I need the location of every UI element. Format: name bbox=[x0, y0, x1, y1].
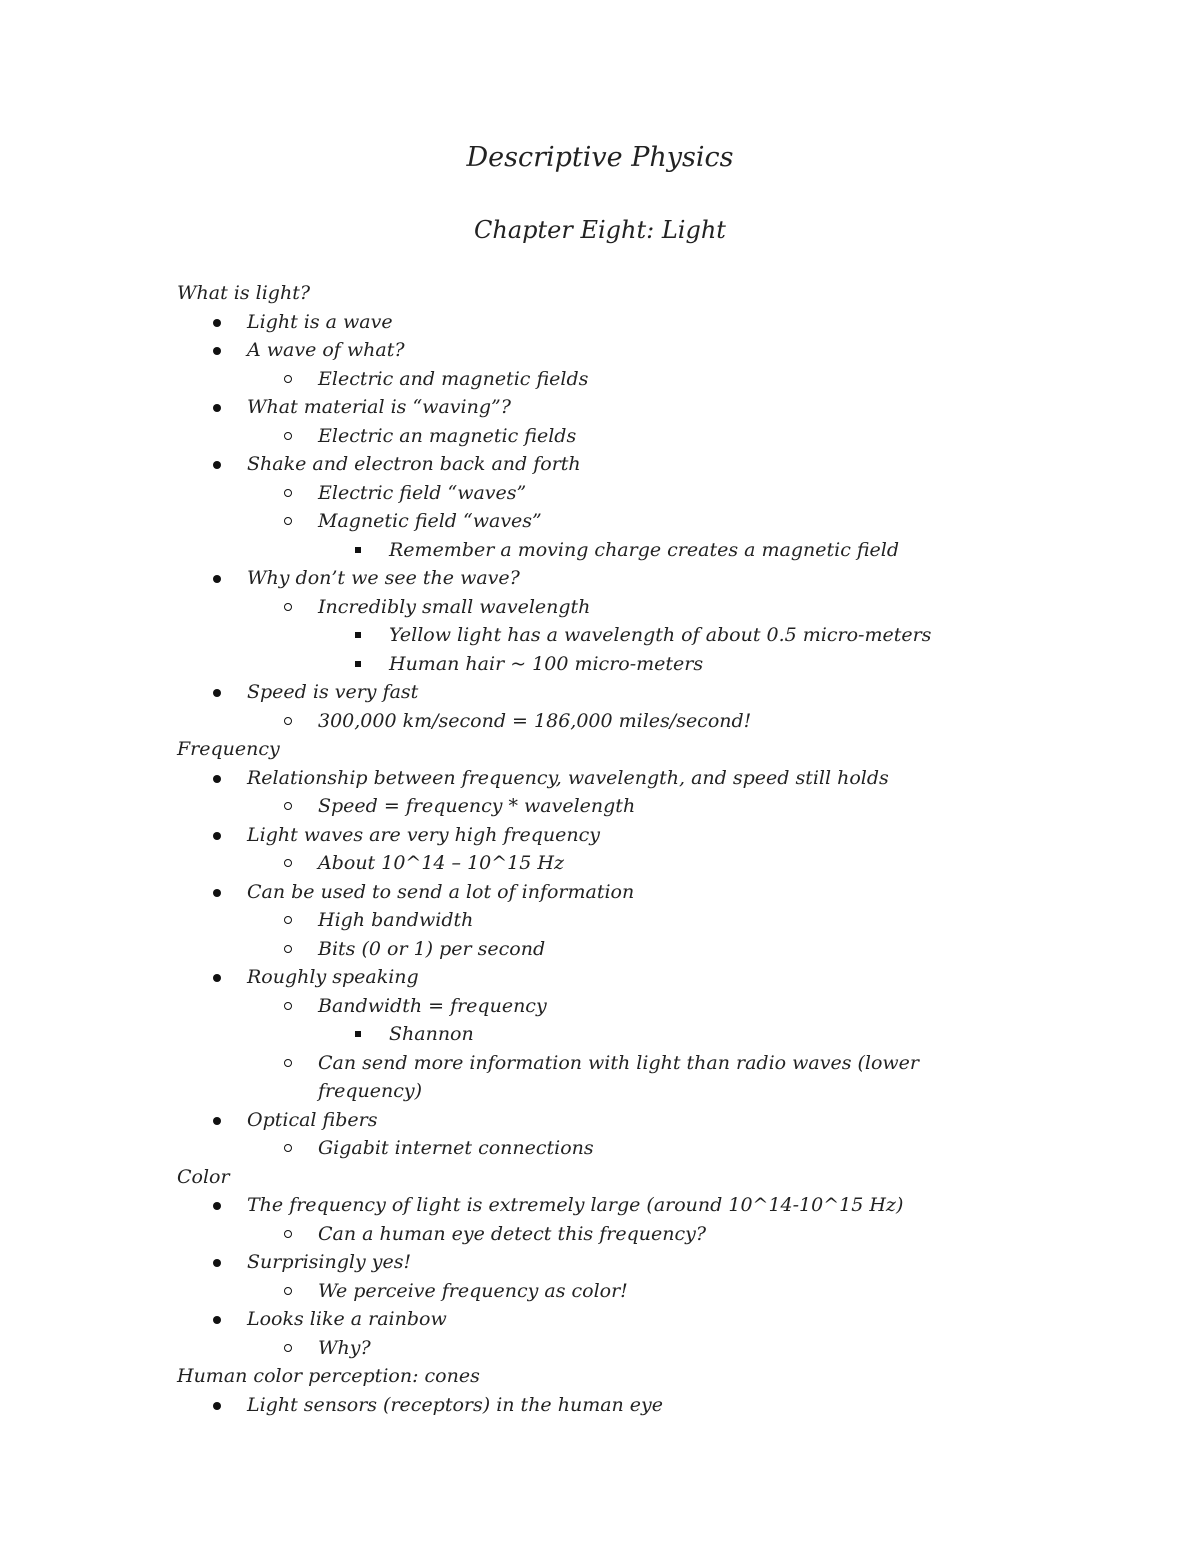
filled-circle-bullet-icon bbox=[213, 689, 221, 697]
outline-item-level-1 bbox=[247, 823, 600, 847]
outline-item-level-1 bbox=[247, 452, 581, 476]
outline-item-text: Color bbox=[177, 1165, 230, 1188]
outline-item-level-3 bbox=[389, 1022, 474, 1046]
outline-item-text: Roughly speaking bbox=[247, 966, 419, 988]
outline-item-text: Light sensors (receptors) in the human eye bbox=[247, 1393, 664, 1416]
outline-item-level-2 bbox=[318, 794, 635, 818]
outline-item-text: Incredibly small wavelength bbox=[318, 595, 591, 618]
outline-item-text: Electric and magnetic fields bbox=[318, 367, 589, 390]
outline-item-text: Looks like a rainbow bbox=[247, 1308, 447, 1330]
square-bullet-icon bbox=[355, 661, 361, 667]
filled-circle-bullet-icon bbox=[213, 347, 221, 355]
outline-item-level-2 bbox=[318, 509, 542, 533]
section-heading bbox=[177, 1364, 480, 1388]
filled-circle-bullet-icon bbox=[213, 889, 221, 897]
outline-item-level-1 bbox=[247, 1393, 663, 1417]
hollow-circle-bullet-icon bbox=[284, 375, 292, 383]
outline-item-level-3 bbox=[389, 538, 899, 562]
outline-item-level-1 bbox=[247, 1193, 903, 1217]
outline-item-text: Speed is very fast bbox=[247, 681, 419, 703]
outline-item-text: Why? bbox=[318, 1336, 371, 1359]
outline-item-text: Can be used to send a lot of information bbox=[247, 880, 635, 903]
filled-circle-bullet-icon bbox=[213, 775, 221, 783]
outline-item-text: Gigabit internet connections bbox=[318, 1137, 594, 1159]
outline-item-level-2 bbox=[318, 481, 526, 505]
outline-item-text: 300,000 km/second = 186,000 miles/second! bbox=[318, 709, 752, 732]
hollow-circle-bullet-icon bbox=[284, 489, 292, 497]
filled-circle-bullet-icon bbox=[213, 1202, 221, 1210]
hollow-circle-bullet-icon bbox=[284, 517, 292, 525]
outline-item-text: Human color perception: cones bbox=[177, 1365, 480, 1387]
outline-item-level-2 bbox=[318, 709, 751, 733]
outline-item-text: Can a human eye detect this frequency? bbox=[318, 1222, 707, 1245]
outline-item-level-2 bbox=[318, 424, 576, 448]
outline-item-text: Electric an magnetic fields bbox=[318, 424, 577, 447]
filled-circle-bullet-icon bbox=[213, 461, 221, 469]
outline-item-text: A wave of what? bbox=[247, 339, 405, 361]
filled-circle-bullet-icon bbox=[213, 319, 221, 327]
hollow-circle-bullet-icon bbox=[284, 1287, 292, 1295]
outline-item-text: Surprisingly yes! bbox=[247, 1251, 412, 1273]
hollow-circle-bullet-icon bbox=[284, 1059, 292, 1067]
outline-item-text: frequency) bbox=[318, 1080, 423, 1102]
outline-item-level-1 bbox=[247, 338, 405, 362]
outline-item-level-2 bbox=[318, 908, 473, 932]
outline-item-level-1 bbox=[247, 766, 889, 790]
filled-circle-bullet-icon bbox=[213, 1316, 221, 1324]
filled-circle-bullet-icon bbox=[213, 1402, 221, 1410]
hollow-circle-bullet-icon bbox=[284, 802, 292, 810]
outline-item-level-1 bbox=[247, 1108, 377, 1132]
outline-item-level-2 bbox=[318, 1222, 706, 1246]
square-bullet-icon bbox=[355, 1031, 361, 1037]
outline-item-text: About 10^14 – 10^15 Hz bbox=[318, 852, 564, 874]
outline-item-level-2 bbox=[318, 994, 547, 1018]
outline-item-text: Magnetic field “waves” bbox=[318, 510, 542, 532]
outline-item-level-2 bbox=[318, 1336, 371, 1360]
outline-item-level-2 bbox=[318, 851, 564, 875]
outline-item-text: Electric field “waves” bbox=[318, 481, 527, 504]
outline-item-text: Shannon bbox=[389, 1023, 474, 1045]
square-bullet-icon bbox=[355, 547, 361, 553]
outline-item-text: Can send more information with light than radio waves (lower bbox=[318, 1051, 919, 1074]
outline-item-text: We perceive frequency as color! bbox=[318, 1279, 628, 1302]
section-heading bbox=[177, 281, 310, 305]
filled-circle-bullet-icon bbox=[213, 974, 221, 982]
outline-item-text: High bandwidth bbox=[318, 909, 474, 931]
outline-item-text: Why don’t we see the wave? bbox=[247, 567, 520, 589]
outline-item-text: Relationship between frequency, wavelength, and speed still holds bbox=[247, 766, 889, 789]
outline-item-level-1 bbox=[247, 880, 634, 904]
section-heading bbox=[177, 737, 280, 761]
filled-circle-bullet-icon bbox=[213, 832, 221, 840]
square-bullet-icon bbox=[355, 632, 361, 638]
hollow-circle-bullet-icon bbox=[284, 1002, 292, 1010]
outline-item-level-3 bbox=[389, 652, 703, 676]
hollow-circle-bullet-icon bbox=[284, 1344, 292, 1352]
filled-circle-bullet-icon bbox=[213, 1117, 221, 1125]
filled-circle-bullet-icon bbox=[213, 404, 221, 412]
hollow-circle-bullet-icon bbox=[284, 916, 292, 924]
outline-item-text: Yellow light has a wavelength of about 0.5 micro-meters bbox=[389, 624, 932, 646]
outline-item-text: What is light? bbox=[177, 282, 311, 304]
outline-item-level-1 bbox=[247, 395, 511, 419]
outline-item-text: The frequency of light is extremely large (around 10^14-10^15 Hz) bbox=[247, 1194, 904, 1216]
outline-item-level-2 bbox=[318, 1136, 594, 1160]
outline-item-level-1 bbox=[247, 1307, 447, 1331]
outline-item-text: Light waves are very high frequency bbox=[247, 823, 601, 846]
outline-item-text: Bandwidth = frequency bbox=[318, 994, 547, 1017]
outline-item-level-1 bbox=[247, 310, 393, 334]
outline-item-continuation bbox=[318, 1079, 422, 1103]
outline-item-text: Bits (0 or 1) per second bbox=[318, 937, 546, 960]
outline-item-level-2 bbox=[318, 367, 588, 391]
outline-item-level-3 bbox=[389, 623, 931, 647]
outline-item-text: Optical fibers bbox=[247, 1108, 378, 1131]
outline-item-level-1 bbox=[247, 566, 520, 590]
chapter-title: Chapter Eight: Light bbox=[474, 216, 726, 244]
outline-item-text: Frequency bbox=[177, 738, 280, 760]
hollow-circle-bullet-icon bbox=[284, 1144, 292, 1152]
outline-item-level-2 bbox=[318, 595, 590, 619]
outline-item-level-2 bbox=[318, 1051, 919, 1075]
hollow-circle-bullet-icon bbox=[284, 859, 292, 867]
hollow-circle-bullet-icon bbox=[284, 432, 292, 440]
hollow-circle-bullet-icon bbox=[284, 717, 292, 725]
section-heading bbox=[177, 1165, 230, 1189]
outline-item-level-2 bbox=[318, 1279, 628, 1303]
outline-item-text: Light is a wave bbox=[247, 310, 393, 333]
filled-circle-bullet-icon bbox=[213, 575, 221, 583]
outline-item-text: Remember a moving charge creates a magnetic field bbox=[389, 538, 900, 561]
outline-item-text: Speed = frequency * wavelength bbox=[318, 795, 636, 817]
filled-circle-bullet-icon bbox=[213, 1259, 221, 1267]
hollow-circle-bullet-icon bbox=[284, 945, 292, 953]
outline-item-text: Shake and electron back and forth bbox=[247, 453, 581, 475]
hollow-circle-bullet-icon bbox=[284, 1230, 292, 1238]
document-title: Descriptive Physics bbox=[466, 142, 734, 173]
outline-item-level-1 bbox=[247, 1250, 411, 1274]
outline-item-level-2 bbox=[318, 937, 545, 961]
outline-item-text: Human hair ~ 100 micro-meters bbox=[389, 652, 704, 675]
outline-item-level-1 bbox=[247, 680, 418, 704]
outline-item-level-1 bbox=[247, 965, 419, 989]
outline-item-text: What material is “waving”? bbox=[247, 396, 511, 418]
hollow-circle-bullet-icon bbox=[284, 603, 292, 611]
